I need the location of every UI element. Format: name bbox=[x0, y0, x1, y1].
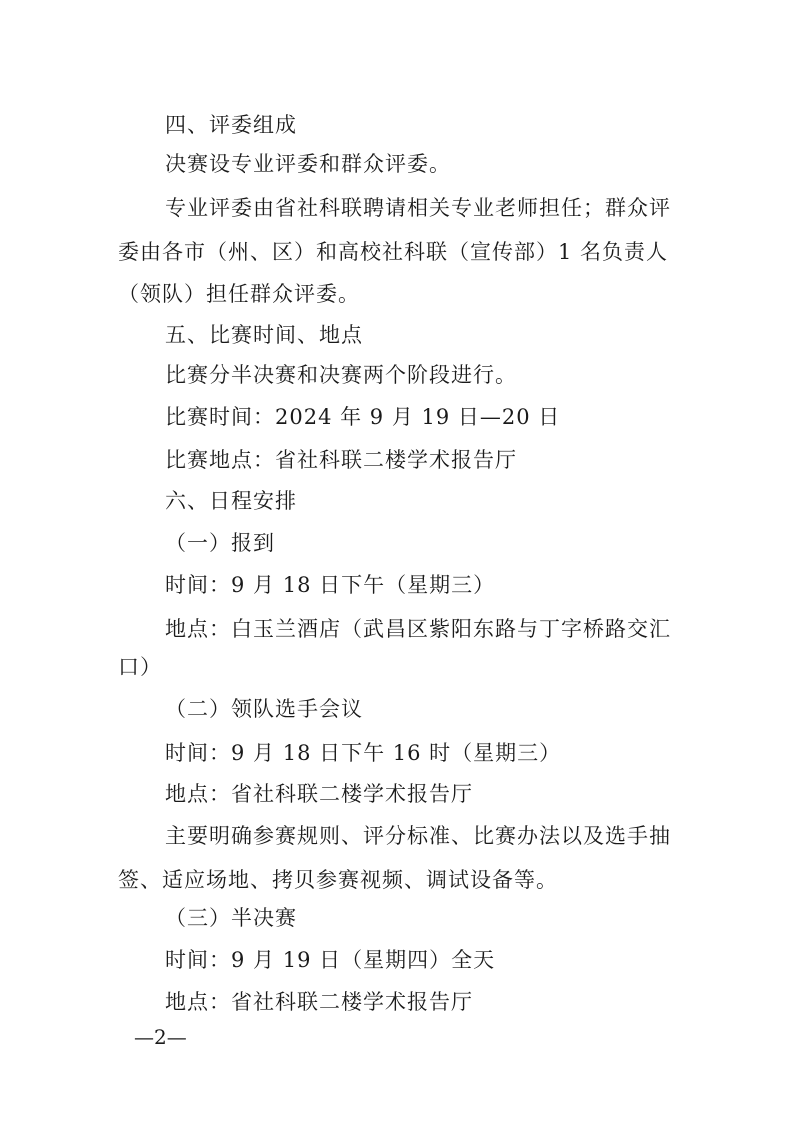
checkin-place-line-1: 地点：白玉兰酒店（武昌区紫阳东路与丁字桥路交汇 bbox=[165, 617, 671, 641]
checkin-time: 时间：9 月 18 日下午（星期三） bbox=[165, 573, 496, 597]
meeting-title: （二）领队选手会议 bbox=[165, 697, 363, 721]
section-heading-judges: 四、评委组成 bbox=[165, 113, 297, 137]
checkin-place-line-2: 口） bbox=[118, 655, 162, 679]
meeting-desc-line-2: 签、适应场地、拷贝参赛视频、调试设备等。 bbox=[118, 868, 558, 892]
semifinal-place: 地点：省社科联二楼学术报告厅 bbox=[165, 990, 473, 1014]
section-heading-schedule: 六、日程安排 bbox=[165, 489, 297, 513]
stages-text: 比赛分半决赛和决赛两个阶段进行。 bbox=[165, 363, 517, 387]
semifinal-time: 时间：9 月 19 日（星期四）全天 bbox=[165, 948, 496, 972]
semifinal-title: （三）半决赛 bbox=[165, 906, 297, 930]
judges-intro: 决赛设专业评委和群众评委。 bbox=[165, 152, 451, 176]
meeting-desc-line-1: 主要明确参赛规则、评分标准、比赛办法以及选手抽 bbox=[165, 824, 671, 848]
competition-venue: 比赛地点：省社科联二楼学术报告厅 bbox=[165, 448, 517, 472]
meeting-time: 时间：9 月 18 日下午 16 时（星期三） bbox=[165, 741, 562, 765]
meeting-place: 地点：省社科联二楼学术报告厅 bbox=[165, 782, 473, 806]
judges-detail-line-1: 专业评委由省社科联聘请相关专业老师担任；群众评 bbox=[165, 196, 671, 220]
section-heading-time-place: 五、比赛时间、地点 bbox=[165, 323, 363, 347]
page-number: —2— bbox=[134, 1025, 187, 1049]
judges-detail-line-3: （领队）担任群众评委。 bbox=[118, 282, 360, 306]
checkin-title: （一）报到 bbox=[165, 531, 275, 555]
competition-time: 比赛时间：2024 年 9 月 19 日—20 日 bbox=[165, 405, 561, 429]
judges-detail-line-2: 委由各市（州、区）和高校社科联（宣传部）1 名负责人 bbox=[118, 240, 669, 264]
